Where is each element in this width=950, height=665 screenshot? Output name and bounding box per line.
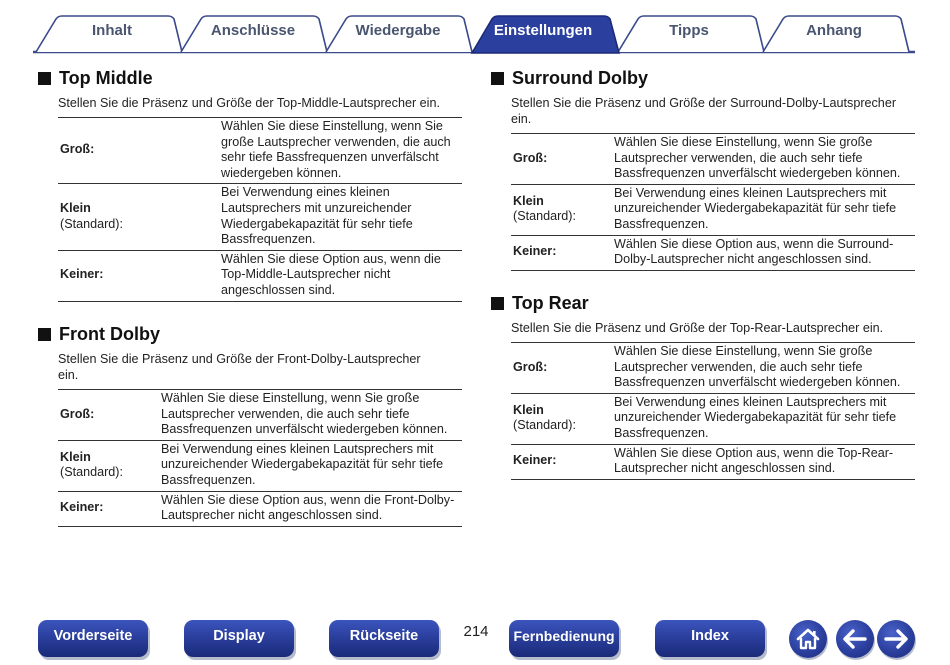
square-bullet-icon (38, 72, 51, 85)
options-table (511, 133, 915, 271)
section-top-rear (491, 292, 901, 480)
option-default-note: (Standard): (513, 209, 576, 224)
option-label: Keiner: (60, 500, 104, 515)
table-row (511, 343, 915, 394)
table-row (58, 390, 462, 441)
option-label: Keiner: (60, 267, 104, 282)
section-title: Front Dolby (59, 323, 160, 344)
options-table (511, 342, 915, 480)
back-button[interactable] (836, 620, 874, 658)
section-heading (491, 292, 895, 314)
option-name-cell (511, 393, 612, 444)
forward-button[interactable] (877, 620, 915, 658)
option-label: Groß: (513, 359, 548, 374)
option-name-cell (511, 134, 612, 185)
table-row (511, 184, 915, 235)
section-description: Stellen Sie die Präsenz und Größe der Top-Middle-Lautsprecher ein. (58, 96, 440, 110)
tab-anhang[interactable]: Anhang (806, 22, 862, 39)
option-description: Bei Verwendung eines kleinen Lautsprechers mit unzureichender Wiedergabekapazität für sehr tiefe Bassfrequenzen. (614, 394, 897, 440)
tab-wiedergabe[interactable]: Wiedergabe (355, 22, 441, 39)
table-row (58, 440, 462, 491)
option-name-cell (58, 118, 219, 184)
section-surround-dolby (491, 67, 901, 271)
section-heading (491, 67, 895, 89)
table-row (58, 250, 462, 301)
home-button[interactable] (789, 620, 827, 658)
option-name-cell (58, 184, 219, 250)
option-label: Keiner: (513, 453, 557, 468)
option-description: Wählen Sie diese Einstellung, wenn Sie große Lautsprecher verwenden, die auch sehr tiefe Bassfrequenzen unverfälscht wiedergeben können. (614, 135, 901, 181)
rueckseite-button[interactable]: Rückseite (329, 620, 439, 657)
section-description: Stellen Sie die Präsenz und Größe der Surround-Dolby-Lautsprecher ein. (511, 96, 897, 126)
option-name-cell (58, 440, 159, 491)
option-description: Wählen Sie diese Einstellung, wenn Sie große Lautsprecher verwenden, die auch sehr tiefe Bassfrequenzen unverfälscht wiedergeben können. (221, 119, 451, 180)
vorderseite-button[interactable]: Vorderseite (38, 620, 148, 657)
option-name-cell (511, 343, 612, 394)
table-row (511, 134, 915, 185)
tab-einstellungen[interactable]: Einstellungen (493, 22, 593, 39)
option-default-note: (Standard): (513, 418, 576, 433)
option-name-cell (58, 250, 219, 301)
option-description: Wählen Sie diese Einstellung, wenn Sie große Lautsprecher verwenden, die auch sehr tiefe Bassfrequenzen unverfälscht wiedergeben können. (614, 344, 901, 390)
option-description: Wählen Sie diese Option aus, wenn die Top-Middle-Lautsprecher nicht angeschlossen sind. (221, 251, 441, 297)
section-description: Stellen Sie die Präsenz und Größe der Front-Dolby-Lautsprecher ein. (58, 352, 421, 382)
tab-anschluesse[interactable]: Anschlüsse (210, 22, 296, 39)
square-bullet-icon (38, 328, 51, 341)
table-row (511, 235, 915, 270)
table-row (58, 118, 462, 184)
section-heading (38, 67, 442, 89)
options-table (58, 117, 462, 302)
option-default-note: (Standard): (60, 216, 123, 231)
forward-arrow-icon (877, 620, 915, 658)
section-description: Stellen Sie die Präsenz und Größe der Top-Rear-Lautsprecher ein. (511, 321, 884, 335)
square-bullet-icon (491, 72, 504, 85)
tab-inhalt[interactable]: Inhalt (92, 22, 132, 39)
option-label: Klein (60, 449, 91, 464)
option-name-cell (511, 444, 612, 479)
option-label: Keiner: (513, 244, 557, 259)
option-label: Groß: (60, 142, 95, 157)
option-description: Bei Verwendung eines kleinen Lautsprechers mit unzureichender Wiedergabekapazität für sehr tiefe Bassfrequenzen. (161, 441, 444, 487)
fernbedienung-button[interactable]: Fernbedienung (509, 620, 619, 657)
option-name-cell (511, 235, 612, 270)
option-label: Groß: (513, 150, 548, 165)
section-front-dolby (38, 323, 455, 527)
table-row (58, 184, 462, 250)
option-label: Klein (60, 200, 91, 215)
tab-tipps[interactable]: Tipps (669, 22, 709, 39)
option-description: Wählen Sie diese Option aus, wenn die Front-Dolby-Lautsprecher nicht angeschlossen sind. (161, 492, 455, 523)
option-description: Wählen Sie diese Option aus, wenn die Top-Rear-Lautsprecher nicht angeschlossen sind. (614, 445, 894, 476)
option-label: Groß: (60, 406, 95, 421)
section-title: Surround Dolby (512, 67, 648, 88)
section-title: Top Middle (59, 67, 153, 88)
section-heading (38, 323, 442, 345)
option-label: Klein (513, 193, 544, 208)
table-row (511, 393, 915, 444)
option-label: Klein (513, 402, 544, 417)
option-description: Bei Verwendung eines kleinen Lautsprechers mit unzureichender Wiedergabekapazität für sehr tiefe Bassfrequenzen. (221, 185, 413, 247)
section-top-middle (38, 67, 451, 302)
back-arrow-icon (836, 620, 874, 658)
options-table (58, 389, 462, 527)
page-number: 214 (463, 623, 489, 640)
display-button[interactable]: Display (184, 620, 294, 657)
option-name-cell (511, 184, 612, 235)
home-icon (789, 620, 827, 658)
option-description: Wählen Sie diese Einstellung, wenn Sie große Lautsprecher verwenden, die auch sehr tiefe Bassfrequenzen unverfälscht wiedergeben können. (161, 391, 448, 437)
option-description: Bei Verwendung eines kleinen Lautsprechers mit unzureichender Wiedergabekapazität für sehr tiefe Bassfrequenzen. (614, 185, 897, 231)
option-name-cell (58, 390, 159, 441)
option-name-cell (58, 491, 159, 526)
square-bullet-icon (491, 297, 504, 310)
option-default-note: (Standard): (60, 465, 123, 480)
option-description: Wählen Sie diese Option aus, wenn die Surround-Dolby-Lautsprecher nicht angeschlossen sind. (614, 236, 894, 267)
table-row (511, 444, 915, 479)
tab-bar (0, 0, 950, 56)
table-row (58, 491, 462, 526)
index-button[interactable]: Index (655, 620, 765, 657)
section-title: Top Rear (512, 292, 589, 313)
